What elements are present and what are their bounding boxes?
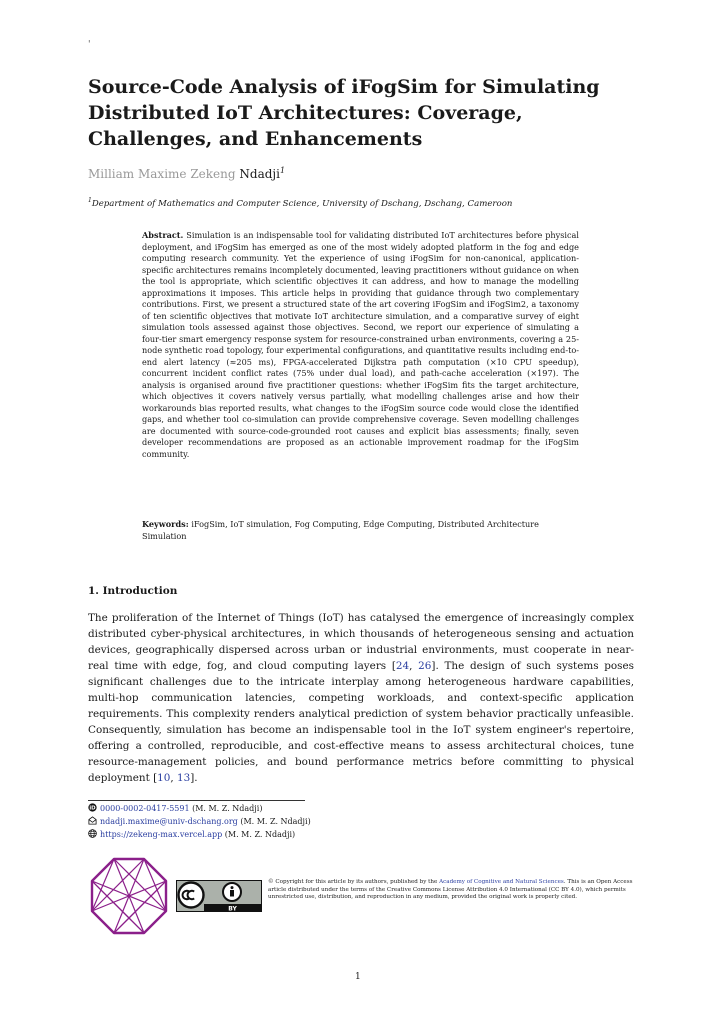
footnote-orcid bbox=[88, 803, 262, 815]
intro-text-part-1: The proliferation of the Internet of Things (IoT) has catalysed the emergence of increasingly complex distributed cyber-physical architectures, in which thousands of heterogeneous sensing and actuation devices, geographically dispersed across urban or industrial environments, must cooperate in near-real time with edge, fog, and cloud computing layers [ bbox=[88, 612, 634, 672]
intro-paragraph bbox=[88, 610, 634, 786]
author-family-name: Ndadji bbox=[239, 167, 280, 181]
website-link[interactable]: https://zekeng-max.vercel.app bbox=[100, 830, 223, 839]
intro-text-part-3: ]. bbox=[190, 772, 198, 784]
keywords-label: Keywords: bbox=[142, 519, 189, 529]
website-owner: (M. M. Z. Ndadji) bbox=[224, 830, 296, 839]
abstract bbox=[142, 230, 579, 460]
citation-10[interactable]: 10 bbox=[157, 772, 171, 784]
author-given-name: Milliam Maxime Zekeng bbox=[88, 167, 236, 181]
footnote-email bbox=[88, 816, 311, 828]
orcid-icon bbox=[88, 803, 97, 812]
citation-26[interactable]: 26 bbox=[418, 660, 432, 672]
abstract-text: Simulation is an indispensable tool for validating distributed IoT architectures before physical deployment, and iFogSim has emerged as one of the most widely adopted platform in the fog and edge computing research community. Yet the experience of using iFogSim for non-canonical, application-specific architectures remains incompletely documented, leaving practitioners without guidance on when the tool is appropriate, which scientific objectives it can address, and how to manage the modelling approximations it imposes. This article helps in providing that guidance through two complementary contributions. First, we present a structured state of the art covering iFogSim and iFogSim2, a taxonomy of ten scientific objectives that motivate IoT architecture simulation, and a comparative survey of eight simulation tools assessed against those objectives. Second, we report our experience of simulating a four-tier smart emergency response system for resource-constrained urban environments, covering a 25-node synthetic road topology, four experimental configurations, and quantitative results including end-to-end alert latency (≈205 ms), FPGA-accelerated Dijkstra path computation (×10 CPU speedup), concurrent incident conflict rates (75% under dual load), and path-cache acceleration (×197). The analysis is organised around five practitioner questions: whether iFogSim fits the target architecture, which objectives it covers natively versus partially, what modelling challenges arise and how their workarounds bias reported results, what changes to the iFogSim source code would close the identified gaps, and whether tool co-simulation can provide comprehensive coverage. Seven modelling challenges are documented with source-code-grounded root causes and explicit bias assessments; finally, seven developer recommendations are proposed as an actionable improvement roadmap for the iFogSim community. bbox=[142, 230, 579, 459]
section-heading: 1. Introduction bbox=[88, 585, 178, 597]
publisher-link[interactable]: Academy of Cognitive and Natural Sciences bbox=[439, 879, 564, 885]
copyright-text-b: . This is an Open Access article distributed under the terms of the Creative Commons License Attribution 4.0 International (CC BY 4.0), which permits unrestricted use, distribution, and reproduction in any medium, provided the original work is properly cited. bbox=[268, 879, 633, 901]
affiliation bbox=[88, 197, 512, 209]
keywords bbox=[142, 518, 579, 542]
footnote-divider bbox=[88, 800, 305, 801]
author-line bbox=[88, 166, 285, 181]
svg-text:iD: iD bbox=[89, 805, 96, 812]
abstract-label: Abstract. bbox=[142, 230, 184, 240]
keywords-text: iFogSim, IoT simulation, Fog Computing, Edge Computing, Distributed Architecture Simulation bbox=[142, 519, 539, 541]
citation-24[interactable]: 24 bbox=[395, 660, 410, 672]
affiliation-mark: 1 bbox=[88, 197, 92, 204]
top-mark: ' bbox=[88, 40, 91, 50]
affiliation-text: Department of Mathematics and Computer Science, University of Dschang, Dschang, Cameroon bbox=[91, 198, 513, 209]
paper-title: Source-Code Analysis of iFogSim for Simulating Distributed IoT Architectures: Coverage, Challenges, and Enhancements bbox=[88, 76, 600, 150]
cc-by-license-badge[interactable] bbox=[176, 880, 262, 912]
academy-logo bbox=[88, 855, 170, 937]
orcid-owner: (M. M. Z. Ndadji) bbox=[192, 804, 263, 813]
email-link[interactable]: ndadji.maxime@univ-dschang.org bbox=[100, 817, 238, 826]
orcid-link[interactable]: 0000-0002-0417-5591 bbox=[100, 804, 190, 813]
envelope-icon bbox=[88, 816, 97, 825]
citation-13[interactable]: 13 bbox=[176, 772, 191, 784]
intro-text-part-2: ]. The design of such systems poses significant challenges due to the intricate interplay among heterogeneous hardware capabilities, multi-hop communication latencies, competing workloads, and context-specific application requirements. This complexity renders analytical prediction of system behavior practically unfeasible. Consequently, simulation has become an indispensable tool in the IoT system engineer's repertoire, offering a controlled, reproducible, and cost-effective means to assess architectural choices, tune resource-management policies, and bound performance metrics before committing to physical deployment [ bbox=[88, 660, 634, 784]
cc-badge-label: BY bbox=[228, 905, 237, 912]
citation-separator: , bbox=[170, 772, 177, 784]
citation-separator: , bbox=[409, 660, 419, 672]
email-owner: (M. M. Z. Ndadji) bbox=[240, 817, 311, 826]
author-affiliation-mark: 1 bbox=[279, 166, 286, 175]
copyright-notice bbox=[268, 879, 634, 902]
page-number: 1 bbox=[355, 972, 361, 982]
globe-icon bbox=[88, 829, 97, 838]
footnote-website bbox=[88, 829, 295, 841]
copyright-text-a: © Copyright for this article by its authors, published by the bbox=[268, 879, 440, 885]
